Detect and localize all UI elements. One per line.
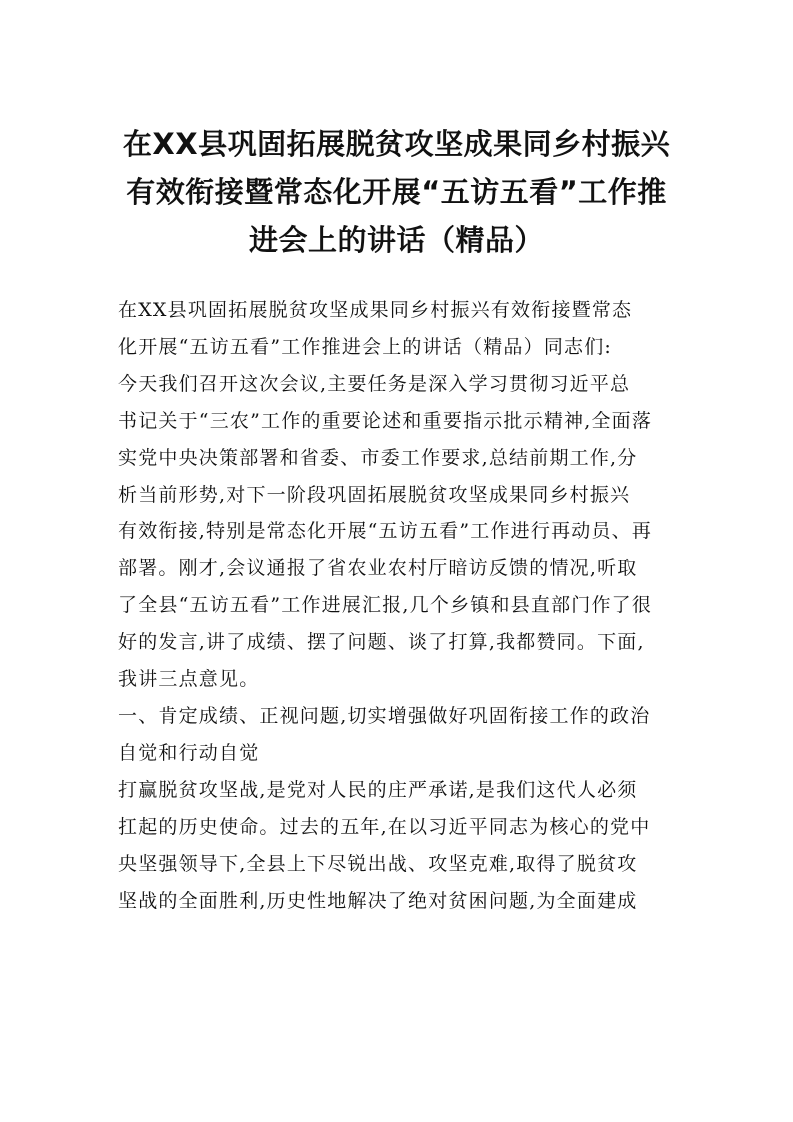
text-line: 析当前形势,对下一阶段巩固拓展脱贫攻坚成果同乡村振兴 — [118, 483, 631, 506]
text-line: 打赢脱贫攻坚战,是党对人民的庄严承诺,是我们这代人必须 — [118, 778, 638, 801]
text-line: 央坚强领导下,全县上下尽锐出战、攻坚克难,取得了脱贫攻 — [118, 852, 638, 875]
intro-paragraph — [118, 292, 678, 366]
text-line: 实党中央决策部署和省委、市委工作要求,总结前期工作,分 — [118, 446, 638, 469]
text-line: 一、肯定成绩、正视问题,切实增强做好巩固衔接工作的政治 — [118, 704, 651, 727]
text-line: 在XX县巩固拓展脱贫攻坚成果同乡村振兴有效衔接暨常态 — [118, 299, 633, 321]
document-title — [110, 120, 683, 264]
text-line: 好的发言,讲了成绩、摆了问题、谈了打算,我都赞同。下面, — [118, 631, 645, 654]
text-line: 我讲三点意见。 — [118, 668, 260, 691]
text-line: 有效衔接,特别是常态化开展“五访五看”工作进行再动员、再 — [118, 520, 653, 543]
text-line: 自觉和行动自觉 — [118, 741, 260, 764]
text-line: 坚战的全面胜利,历史性地解决了绝对贫困问题,为全面建成 — [118, 889, 638, 912]
body-paragraph — [118, 772, 678, 920]
title-line: 在XX县巩固拓展脱贫攻坚成果同乡村振兴 — [122, 127, 671, 161]
text-line: 部署。刚才,会议通报了省农业农村厅暗访反馈的情况,听取 — [118, 557, 638, 580]
opening-paragraph — [118, 366, 678, 698]
text-line: 今天我们召开这次会议,主要任务是深入学习贯彻习近平总 — [118, 372, 631, 395]
title-line: 有效衔接暨常态化开展“五访五看”工作推 — [126, 175, 667, 209]
text-line: 扛起的历史使命。过去的五年,在以习近平同志为核心的党中 — [118, 815, 651, 838]
text-line: 化开展“五访五看”工作推进会上的讲话（精品）同志们: — [118, 335, 613, 358]
section-heading — [118, 698, 678, 772]
text-line: 了全县“五访五看”工作进展汇报,几个乡镇和县直部门作了很 — [118, 594, 653, 617]
text-line: 书记关于“三农”工作的重要论述和重要指示批示精神,全面落 — [118, 409, 653, 432]
document-body — [118, 292, 678, 919]
title-line: 进会上的讲话（精品） — [248, 223, 544, 257]
